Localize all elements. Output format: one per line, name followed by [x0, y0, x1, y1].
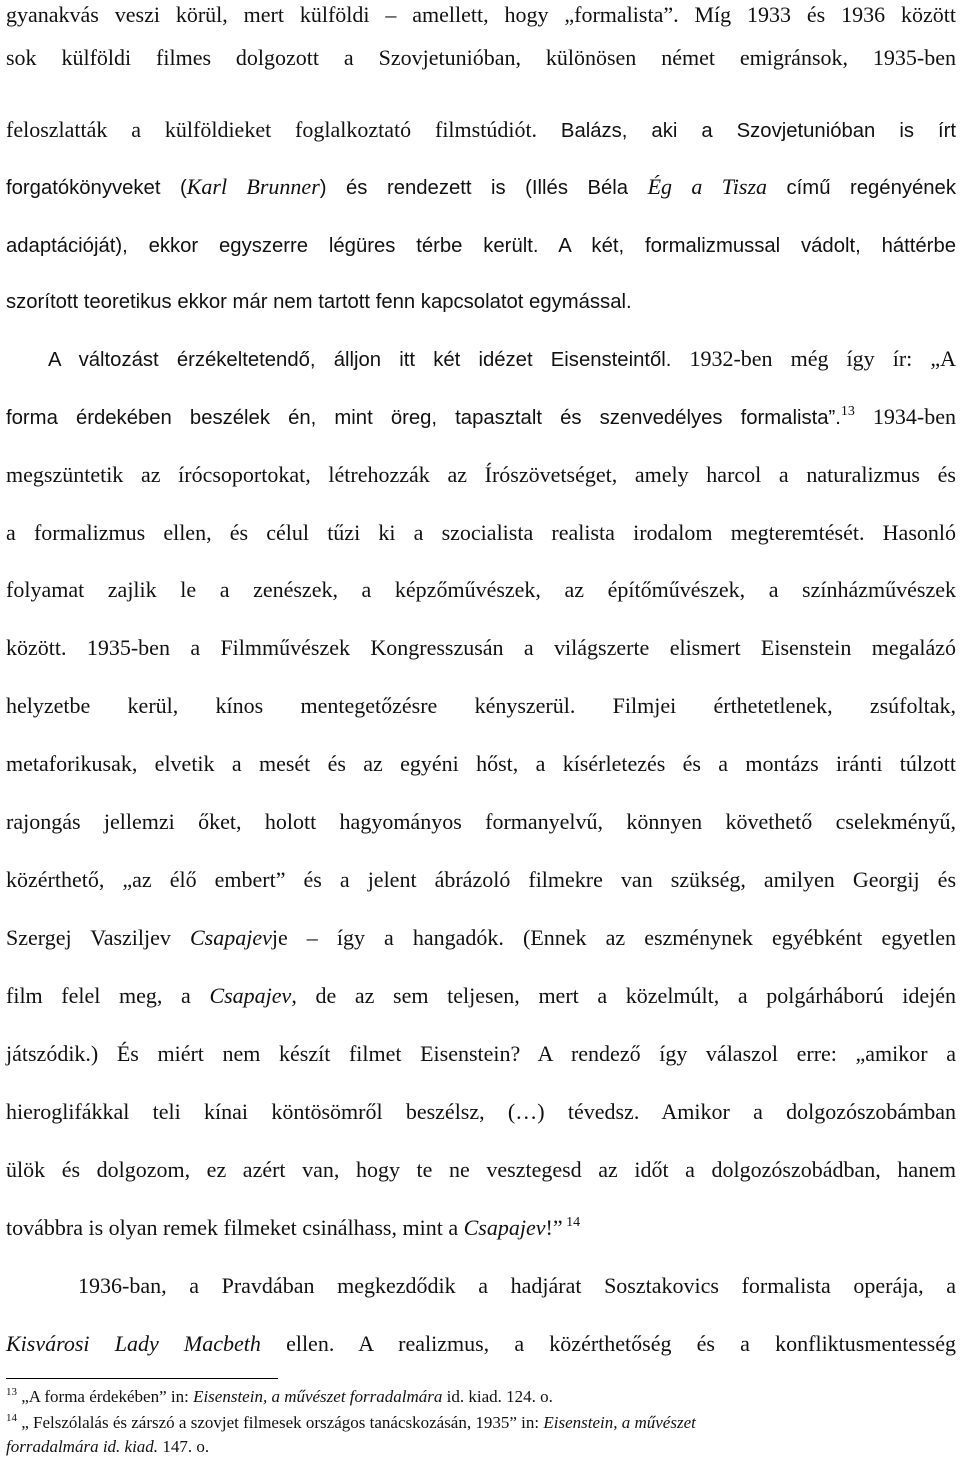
text-line — [6, 865, 956, 895]
text-line — [6, 575, 956, 605]
text-run: a formalizmus ellen, és célul tűzi ki a szocialista realista irodalom megteremtését. Hasonló — [6, 520, 956, 545]
text-line — [6, 981, 956, 1011]
text-run: 1932-ben még így ír: „A — [671, 346, 956, 371]
text-run: hieroglifákkal teli kínai köntösömről beszélsz, (…) tévedsz. Amikor a dolgozószobámban — [6, 1099, 956, 1124]
footnote-marker: 13 — [840, 404, 855, 419]
text-line — [48, 344, 956, 374]
italic-text: Eisenstein, a művészet — [543, 1413, 696, 1432]
text-run: je – így a hangadók. (Ennek az eszménynek egyébként egyetlen — [271, 925, 956, 950]
italic-text: Karl Brunner — [186, 174, 320, 199]
footnote-line — [6, 1386, 956, 1408]
text-run: A két, formalizmussal vádolt, háttérbe — [558, 235, 956, 257]
italic-text: Csapajev — [463, 1215, 546, 1240]
italic-text: Kisvárosi Lady Macbeth — [6, 1331, 261, 1356]
footnote-marker: 14 — [562, 1215, 581, 1230]
text-run: , de az sem teljesen, mert a közelmúlt, a polgárháború idején — [291, 983, 956, 1008]
text-run: metaforikusak, elvetik a mesét és az egyéni hőst, a kísérletezés és a montázs iránti túlzott — [6, 751, 956, 776]
italic-text: forradalmára id. kiad. — [6, 1437, 159, 1456]
text-run: ülök és dolgozom, ez azért van, hogy te ne vesztegesd az időt a dolgozószobádban, hanem — [6, 1157, 956, 1182]
text-line — [6, 460, 956, 490]
text-run: című regényének — [767, 177, 956, 199]
text-run: film felel meg, a — [6, 983, 210, 1008]
text-line — [6, 1155, 956, 1185]
footnote-marker: 14 — [6, 1412, 17, 1424]
text-run: adaptációját), ekkor egyszerre légüres térbe került. — [6, 235, 559, 257]
text-line — [6, 749, 956, 779]
text-run: 1934-ben — [854, 404, 956, 429]
italic-text: Csapajev — [209, 983, 292, 1008]
text-run: id. kiad. 124. o. — [442, 1387, 553, 1406]
text-line — [6, 807, 956, 837]
text-run: 1936-ban, a Pravdában megkezdődik a hadjárat Sosztakovics formalista operája, a — [78, 1273, 956, 1298]
text-line — [6, 230, 956, 260]
text-line — [6, 1097, 956, 1127]
text-run: szorított teoretikus ekkor már nem tartott fenn kapcsolatot egymással. — [6, 291, 632, 313]
text-run: közérthető, „az élő embert” és a jelent ábrázoló filmekre van szükség, amilyen Georgij és — [6, 867, 956, 892]
text-run: folyamat zajlik le a zenészek, a képzőművészek, az építőművészek, a színházművészek — [6, 577, 956, 602]
text-run: „A forma érdekében” in: — [17, 1387, 194, 1406]
italic-text: Ég a Tisza — [647, 174, 768, 199]
text-run: !” — [545, 1215, 563, 1240]
text-run: továbbra is olyan remek filmeket csinálhass, mint a — [6, 1215, 464, 1240]
text-line — [6, 1329, 956, 1359]
text-run: gyanakvás veszi körül, mert külföldi – amellett, hogy „formalista”. Míg 1933 és 1936 között — [6, 2, 956, 27]
text-line — [6, 402, 956, 432]
text-run: 147. o. — [158, 1437, 210, 1456]
text-run: között. 1935-ben a Filmművészek Kongresszusán a világszerte elismert Eisenstein megalázó — [6, 635, 956, 660]
footnote-line — [6, 1436, 956, 1458]
text-run: feloszlatták a külföldieket foglalkoztató filmstúdiót. — [6, 117, 561, 142]
text-run: rajongás jellemzi őket, holott hagyományos formanyelvű, könnyen követhető cselekményű, — [6, 809, 956, 834]
italic-text: Csapajev — [189, 925, 272, 950]
text-line — [6, 1039, 956, 1069]
text-run: Szergej Vasziljev — [6, 925, 190, 950]
text-run: Balázs, aki a Szovjetunióban is írt — [560, 120, 956, 142]
text-run: „ Felszólalás és zárszó a szovjet filmesek országos tanácskozásán, 1935” in: — [17, 1413, 544, 1432]
text-run: ellen. A realizmus, a közérthetőség és a konfliktusmentesség — [260, 1331, 956, 1356]
text-line — [6, 691, 956, 721]
footnote-marker: 13 — [6, 1386, 17, 1398]
text-run: megszüntetik az írócsoportokat, létrehozzák az Írószövetséget, amely harcol a naturalizmus és — [6, 462, 956, 487]
italic-text: Eisenstein, a művészet forradalmára — [193, 1387, 443, 1406]
text-line — [6, 172, 956, 202]
text-line — [6, 43, 956, 73]
text-line — [6, 923, 956, 953]
text-line — [6, 518, 956, 548]
text-line — [6, 633, 956, 663]
text-line — [78, 1271, 956, 1301]
text-run: A változást érzékeltetendő, álljon itt két idézet Eisensteintől. — [48, 349, 672, 371]
footnote-separator — [6, 1378, 278, 1379]
footnote-line — [6, 1412, 956, 1434]
text-run: ) és rendezett is (Illés Béla — [319, 177, 648, 199]
text-run: játszódik.) És miért nem készít filmet Eisenstein? A rendező így válaszol erre: „amikor a — [6, 1041, 956, 1066]
text-run: helyzetbe kerül, kínos mentegetőzésre kényszerül. Filmjei érthetetlenek, zsúfoltak, — [6, 693, 956, 718]
text-run: forma érdekében beszélek én, mint öreg, tapasztalt és szenvedélyes formalista”. — [6, 407, 841, 429]
text-line — [6, 286, 956, 316]
text-run: forgatókönyveket ( — [6, 177, 187, 199]
text-line — [6, 115, 956, 145]
text-line — [6, 1213, 956, 1243]
text-line — [6, 0, 956, 30]
text-run: sok külföldi filmes dolgozott a Szovjetunióban, különösen német emigránsok, 1935-ben — [6, 45, 956, 70]
